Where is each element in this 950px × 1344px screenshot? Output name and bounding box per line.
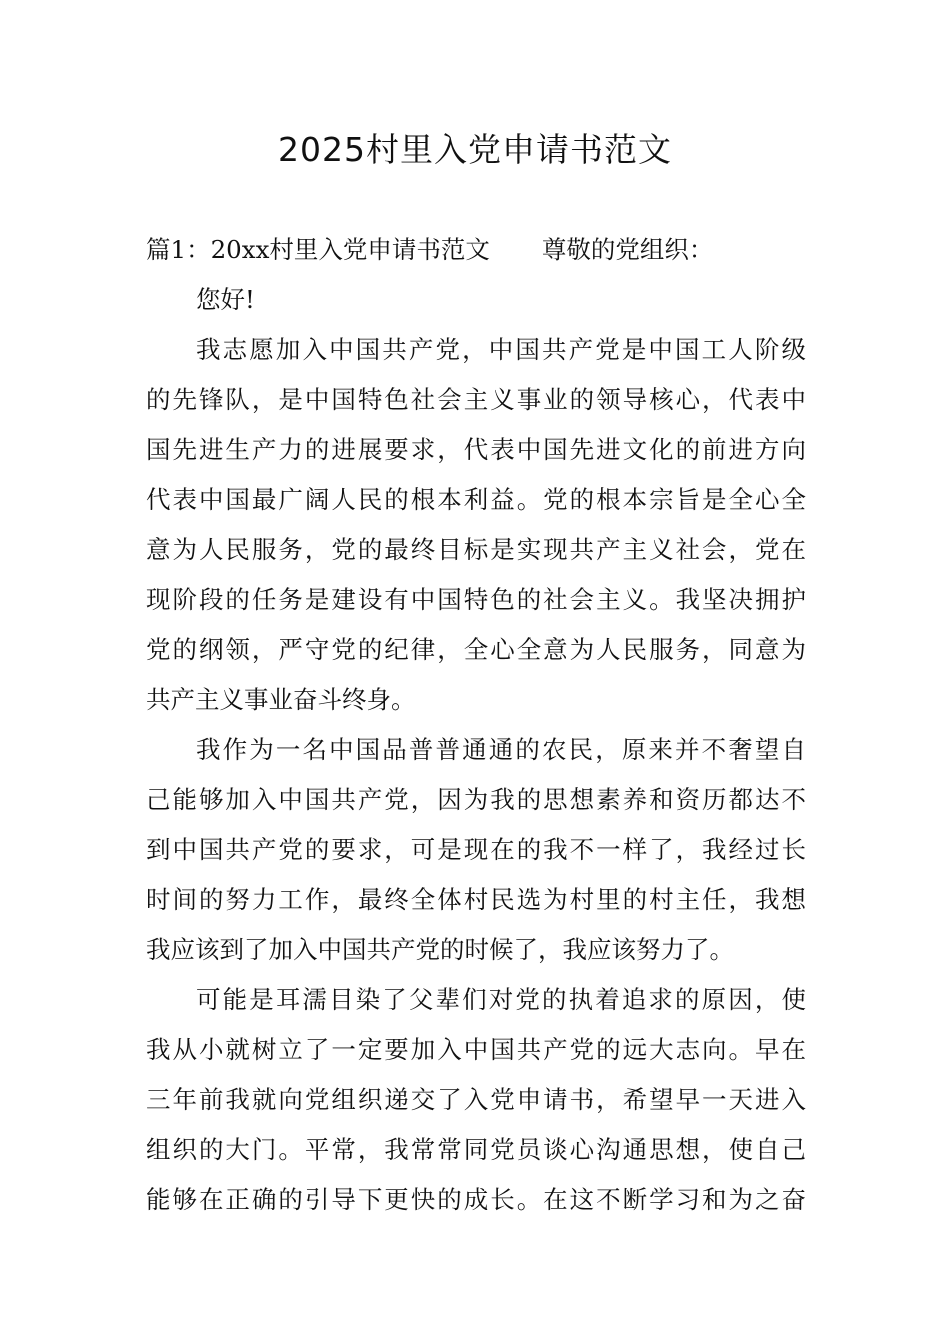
body-line: 的先锋队，是中国特色社会主义事业的领导核心，代表中 <box>146 385 806 414</box>
document-title: 2025村里入党申请书范文 <box>278 130 672 169</box>
body-line: 时间的努力工作，最终全体村民选为村里的村主任，我想 <box>146 885 806 914</box>
body-line: 能够在正确的引导下更快的成长。在这不断学习和为之奋 <box>146 1185 806 1214</box>
body-line: 三年前我就向党组织递交了入党申请书，希望早一天进入 <box>146 1085 806 1114</box>
body-line: 到中国共产党的要求，可是现在的我不一样了，我经过长 <box>146 835 806 864</box>
body-line: 党的纲领，严守党的纪律，全心全意为人民服务，同意为 <box>146 635 806 664</box>
body-line: 我志愿加入中国共产党，中国共产党是中国工人阶级 <box>196 335 806 364</box>
body-line: 代表中国最广阔人民的根本利益。党的根本宗旨是全心全 <box>146 485 806 514</box>
body-line: 共产主义事业奋斗终身。 <box>146 685 416 714</box>
salutation: 尊敬的党组织： <box>541 235 714 264</box>
greeting: 您好! <box>196 285 255 314</box>
body-line: 我作为一名中国品普普通通的农民，原来并不奢望自 <box>196 735 806 764</box>
section-heading-row <box>146 225 806 275</box>
section-heading: 篇1：20xx村里入党申请书范文 <box>146 235 490 264</box>
body-line: 现阶段的任务是建设有中国特色的社会主义。我坚决拥护 <box>146 585 806 614</box>
body-line: 意为人民服务，党的最终目标是实现共产主义社会，党在 <box>146 535 806 564</box>
body-line: 组织的大门。平常，我常常同党员谈心沟通思想，使自己 <box>146 1135 806 1164</box>
body-line: 我应该到了加入中国共产党的时候了，我应该努力了。 <box>146 935 734 964</box>
body-line: 可能是耳濡目染了父辈们对党的执着追求的原因，使 <box>196 985 806 1014</box>
body-line: 国先进生产力的进展要求，代表中国先进文化的前进方向 <box>146 435 806 464</box>
body-line: 己能够加入中国共产党，因为我的思想素养和资历都达不 <box>146 785 806 814</box>
body-line: 我从小就树立了一定要加入中国共产党的远大志向。早在 <box>146 1035 806 1064</box>
